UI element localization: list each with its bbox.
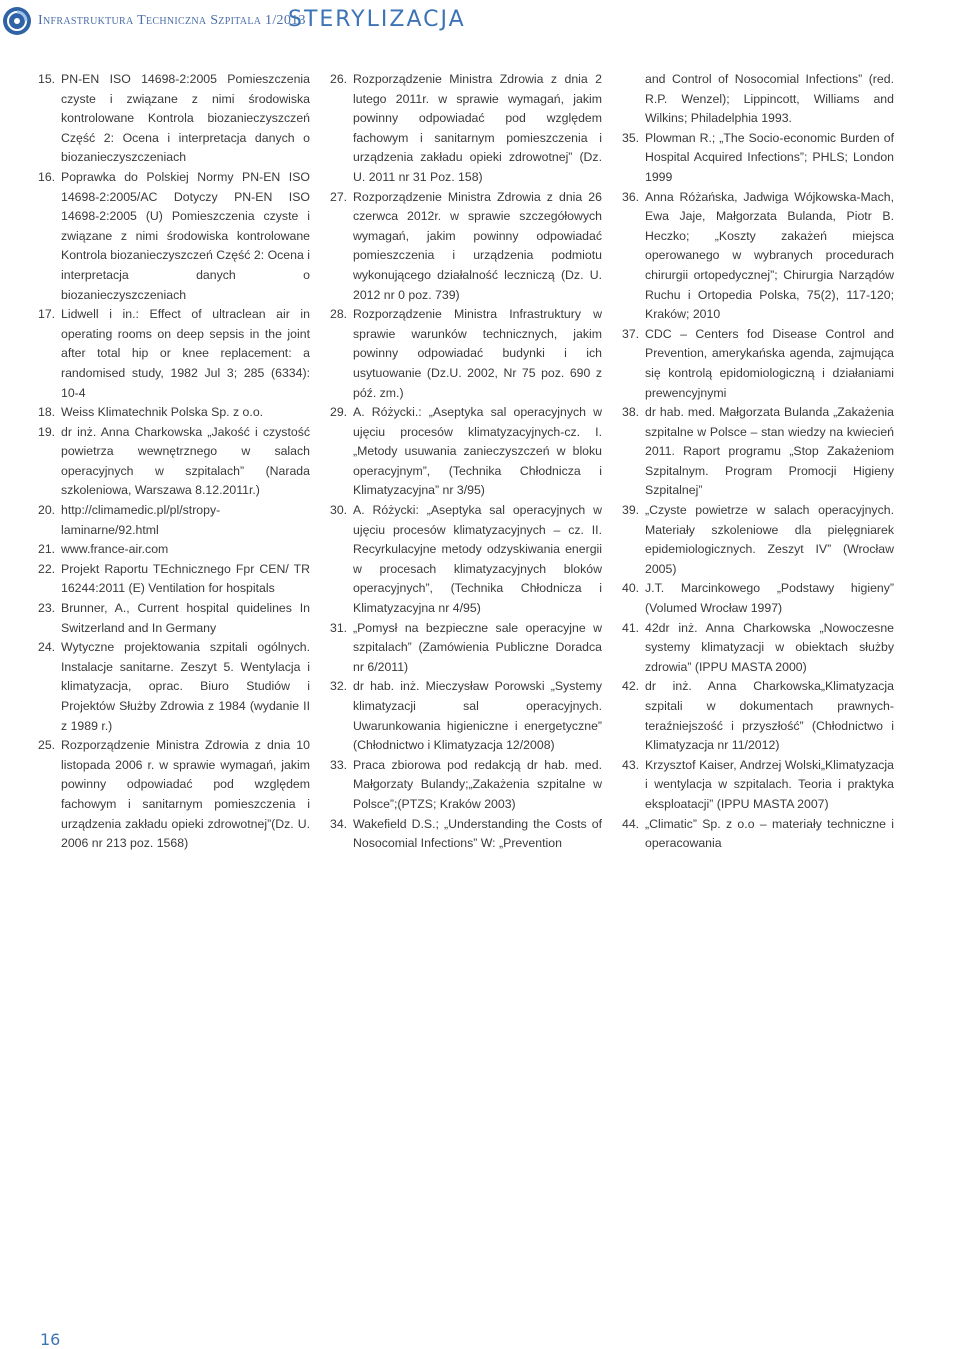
reference-item: [330, 188, 602, 306]
reference-item: [38, 501, 310, 540]
page-number: 16: [40, 1330, 61, 1349]
reference-text: „Climatic” Sp. z o.o – materiały techniczne i operacowania: [645, 816, 894, 851]
reference-number: 33.: [330, 757, 348, 772]
reference-number: 40.: [622, 581, 640, 596]
section-title: STERYLIZACJA: [288, 7, 466, 32]
reference-item: [330, 815, 602, 854]
reference-number: 32.: [330, 679, 348, 694]
reference-item: [622, 677, 894, 755]
reference-item: [622, 403, 894, 501]
reference-text: Rozporządzenie Ministra Zdrowia z dnia 10 listopada 2006 r. w sprawie wymagań, jakim powinny odpowiadać pod względem fachowym i sanitarnym pomieszczenia i urządzenia zakładu opieki zdrowotnej”(Dz. U. 2006 nr 213 poz. 1568): [61, 738, 310, 851]
reference-text: Rozporządzenie Ministra Infrastruktury w sprawie warunków technicznych, jakim powinny odpowiadać budynki i ich usytuowanie (Dz.U. 2002, Nr 75 poz. 690 z póź. zm.): [353, 307, 602, 400]
logo-icon: [2, 6, 32, 36]
reference-text: dr inż. Anna Charkowska„Klimatyzacja szpitali w dokumentach prawnych- teraźniejszość i przyszłość” (Chłodnictwo i Klimatyzacja nr 11/2012): [645, 679, 894, 753]
reference-number: 20.: [38, 503, 56, 518]
reference-number: 26.: [330, 72, 348, 86]
reference-number: 24.: [38, 640, 56, 655]
reference-text: CDC – Centers fod Disease Control and Prevention, amerykańska agenda, zajmująca się kontrolą epidomiologiczną i działaniami prewencyjnymi: [645, 326, 894, 400]
reference-text: dr inż. Anna Charkowska „Jakość i czystość powietrza wewnętrznego w salach operacyjnych w szpitalach” (Narada szkoleniowa, Warszawa 8.12.2011r.): [61, 424, 310, 498]
reference-text: dr hab. inż. Mieczysław Porowski „Systemy klimatyzacji sal operacyjnych. Uwarunkowania higieniczne i energetyczne” (Chłodnictwo i Klimatyzacja 12/2008): [353, 679, 602, 753]
reference-item: [38, 423, 310, 501]
reference-number: 30.: [330, 503, 348, 518]
reference-item: [330, 501, 602, 619]
reference-item: [38, 638, 310, 736]
reference-item: [38, 599, 310, 638]
reference-item: [330, 756, 602, 815]
reference-item: [38, 168, 310, 305]
reference-text: Krzysztof Kaiser, Andrzej Wolski„Klimatyzacja i wentylacja w szpitalach. Teoria i praktyka eksploatacji” (IPPU MASTA 2007): [645, 757, 894, 811]
reference-item: [38, 560, 310, 599]
reference-text: PN-EN ISO 14698-2:2005 Pomieszczenia czyste i związane z nimi środowiska kontrolowane Kontrola biozanieczyszczeń Część 2: Ocena i interpretacja danych o biozanieczyszczeniach: [61, 72, 310, 165]
reference-number: 16.: [38, 169, 56, 184]
reference-number: 34.: [330, 816, 348, 831]
reference-text: „Pomysł na bezpieczne sale operacyjne w szpitalach” (Zamówienia Publiczne Doradca nr 6/2011): [353, 620, 602, 674]
reference-number: 42.: [622, 679, 640, 694]
reference-number: 29.: [330, 405, 348, 420]
reference-text: dr hab. med. Małgorzata Bulanda „Zakażenia szpitalne w Polsce – stan wiedzy na kwiecień 2011. Raport programu „Stop Zakażeniom Szpitalnym. Program Promocji Higieny Szpitalnej”: [645, 405, 894, 498]
reference-item: [330, 305, 602, 403]
reference-number: 39.: [622, 503, 640, 518]
reference-text: Lidwell i in.: Effect of ultraclean air in operating rooms on deep sepsis in the joint after total hip or knee replacement: a randomised study, 1982 Jul 3; 285 (6334): 10-4: [61, 307, 310, 400]
reference-number: 44.: [622, 816, 640, 831]
reference-number: 38.: [622, 405, 640, 420]
reference-text: A. Różycki.: „Aseptyka sal operacyjnych w ujęciu procesów klimatyzacyjnych-cz. I. „Metody usuwania zanieczyszczeń w bloku operacyjnym”, (Technika Chłodnicza i Klimatyzacyjna” nr 3/95): [353, 405, 602, 498]
reference-item: [38, 540, 310, 560]
reference-item: [38, 403, 310, 423]
reference-number: 18.: [38, 405, 56, 420]
reference-item: [622, 129, 894, 188]
reference-text: Plowman R.; „The Socio-economic Burden of Hospital Acquired Infections”; PHLS; London 1999: [645, 130, 894, 184]
reference-item: [622, 579, 894, 618]
reference-item: [622, 70, 894, 129]
reference-text: Wakefield D.S.; „Understanding the Costs of Nosocomial Infections” W: „Prevention: [353, 816, 602, 851]
reference-item: [622, 756, 894, 815]
reference-item: [622, 188, 894, 325]
reference-item: [622, 619, 894, 678]
reference-number: 25.: [38, 738, 56, 753]
reference-text: Weiss Klimatechnik Polska Sp. z o.o.: [61, 405, 264, 420]
reference-text: J.T. Marcinkowego „Podstawy higieny” (Volumed Wrocław 1997): [645, 581, 894, 616]
reference-number: 27.: [330, 189, 348, 204]
reference-item: [38, 70, 310, 168]
reference-number: 36.: [622, 189, 640, 204]
reference-number: 23.: [38, 601, 56, 616]
reference-item: [330, 619, 602, 678]
reference-number: 41.: [622, 620, 640, 635]
reference-text: Rozporządzenie Ministra Zdrowia z dnia 2 lutego 2011r. w sprawie wymagań, jakim powinny odpowiadać pod względem fachowym i sanitarnym pomieszczenia i urządzenia zakładu opieki zdrowotnej” (Dz. U. 2011 nr 31 Poz. 158): [353, 72, 602, 184]
references-column-3: [622, 70, 894, 854]
reference-text: 42dr inż. Anna Charkowska „Nowoczesne systemy klimatyzacji w obiektach służby zdrowia” (IPPU MASTA 2000): [645, 620, 894, 674]
reference-number: 19.: [38, 424, 56, 439]
references-column-2: [330, 70, 602, 854]
reference-text: A. Różycki: „Aseptyka sal operacyjnych w ujęciu procesów klimatyzacyjnych – cz. II. Recyrkulacyjne metody odzyskiwania energii w procesach klimatyzacyjnych bloków operacyjnych”, (Technika Chłodnicza i Klimatyzacyjna nr 4/95): [353, 503, 602, 616]
reference-text: and Control of Nosocomial Infections” (red. R.P. Wenzel); Lippincott, Williams and Wilkins; Philadelphia 1993.: [645, 72, 894, 126]
reference-text: www.france-air.com: [61, 542, 169, 557]
reference-text: Rozporządzenie Ministra Zdrowia z dnia 26 czerwca 2012r. w sprawie szczegółowych wymagań, jakim powinny odpowiadać pomieszczenia i urządzenia podmiotu wykonującego działalność leczniczą (Dz. U. 2012 nr 0 poz. 739): [353, 189, 602, 302]
reference-number: 43.: [622, 757, 640, 772]
reference-text: Praca zbiorowa pod redakcją dr hab. med. Małgorzaty Bulandy;„Zakażenia szpitalne w Polsce”;(PTZS; Kraków 2003): [353, 757, 602, 811]
reference-number: 21.: [38, 542, 56, 557]
reference-text: http://climamedic.pl/pl/stropy-laminarne/92.html: [61, 503, 221, 537]
reference-text: Wytyczne projektowania szpitali ogólnych. Instalacje sanitarne. Zeszyt 5. Wentylacja i klimatyzacja, oprac. Biuro Studiów i Projektów Służby Zdrowia z 1984 (wydanie II z 1989 r.): [61, 640, 310, 733]
reference-item: [622, 325, 894, 403]
reference-item: [330, 403, 602, 501]
reference-number: 17.: [38, 307, 56, 322]
reference-number: 15.: [38, 72, 56, 86]
page-header: [0, 0, 960, 44]
reference-text: Poprawka do Polskiej Normy PN-EN ISO 14698-2:2005/AC Dotyczy PN-EN ISO 14698-2:2005 (U) Pomieszczenia czyste i związane z nimi środowiska kontrolowane Kontrola biozanieczyszczeń Część 2: Ocena i interpretacja danych o biozanieczyszczeniach: [61, 169, 310, 302]
reference-text: „Czyste powietrze w salach operacyjnych. Materiały szkoleniowe dla pielęgniarek epidemiologicznych. Zeszyt IV” (Wrocław 2005): [645, 503, 894, 576]
reference-item: [330, 70, 602, 188]
reference-text: Brunner, A., Current hospital quidelines In Switzerland and In Germany: [61, 601, 310, 635]
reference-item: [38, 305, 310, 403]
reference-number: 35.: [622, 130, 640, 145]
reference-number: 28.: [330, 307, 348, 322]
reference-text: Anna Różańska, Jadwiga Wójkowska-Mach, Ewa Jaje, Małgorzata Bulanda, Piotr B. Heczko; „Koszty zakażeń miejsca operowanego w wybranych procedurach chirurgii ortopedycznej”; Chirurgia Narządów Ruchu i Ortopedia Polska, 75(2), 117-120; Kraków; 2010: [645, 189, 894, 322]
reference-text: Projekt Raportu TEchnicznego Fpr CEN/ TR 16244:2011 (E) Ventilation for hospitals: [61, 561, 310, 596]
reference-number: 22.: [38, 561, 56, 576]
reference-item: [622, 501, 894, 579]
reference-item: [622, 815, 894, 854]
references-column-1: [38, 70, 310, 854]
reference-number: 31.: [330, 620, 348, 635]
reference-item: [38, 736, 310, 854]
journal-title: Infrastruktura Techniczna Szpitala 1/2013: [38, 13, 306, 28]
reference-number: 37.: [622, 326, 640, 341]
reference-item: [330, 677, 602, 755]
